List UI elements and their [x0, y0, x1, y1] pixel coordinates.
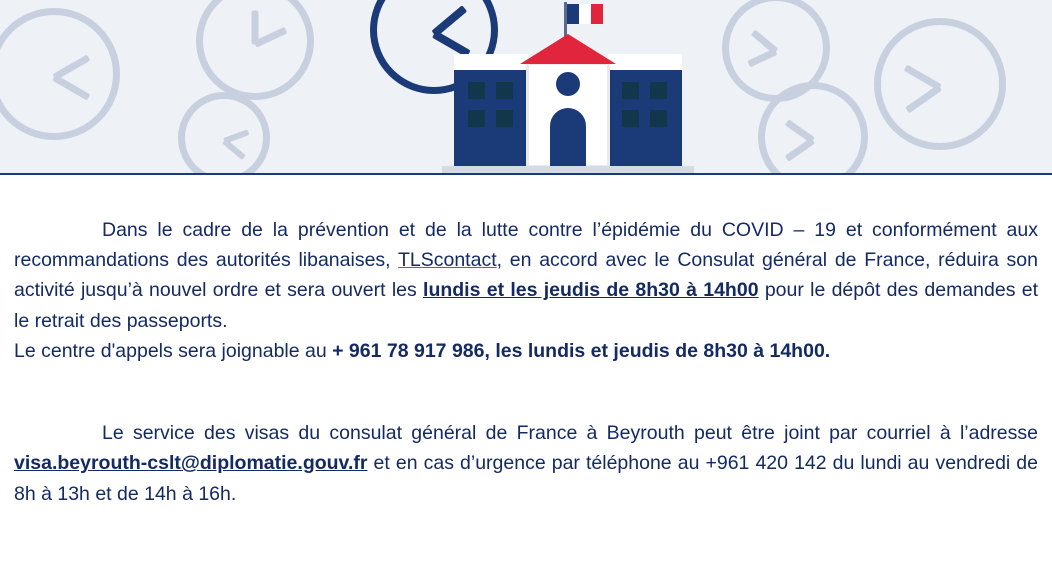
building-right-wing: [608, 54, 682, 168]
building-oculus: [556, 72, 580, 96]
clock-icon: [196, 0, 314, 100]
window: [622, 110, 639, 127]
window: [496, 82, 513, 99]
header-banner: [0, 0, 1052, 175]
window: [650, 110, 667, 127]
building-left-wing: [454, 54, 528, 168]
paragraph-covid-measures: [14, 215, 1038, 336]
building-door: [550, 108, 586, 168]
visa-email-link[interactable]: visa.beyrouth-cslt@diplomatie.gouv.fr: [14, 452, 368, 475]
p1-organization: TLScontact: [397, 249, 497, 272]
clock-icon: [0, 8, 120, 140]
p1-part2: , en accord avec le Consulat général de France, réduira son activité jusqu’à nouvel ordre et sera ouvert les: [14, 249, 1038, 302]
window: [650, 82, 667, 99]
window: [468, 82, 485, 99]
paragraph-visa-service: [14, 418, 1038, 509]
clock-hand: [905, 85, 942, 114]
p1-part1: Dans le cadre de la prévention et de la lutte contre l’épidémie du COVID – 19 et conformément aux recommandations des autorités libanaises,: [14, 219, 1038, 272]
p1-opening-hours: lundis et les jeudis de 8h30 à 14h00: [423, 279, 759, 302]
clock-hand: [252, 11, 259, 45]
banner-divider: [0, 173, 1052, 175]
p3-part2: et en cas d’urgence par téléphone au +961 420 142 du lundi au vendredi de 8h à 13h et de 14h à 16h.: [14, 452, 1038, 505]
p2-phone: + 961 78 917 986, les lundis et jeudis de 8h30 à 14h00.: [332, 339, 831, 362]
p1-part3: pour le dépôt des demandes et le retrait des passeports.: [14, 279, 1038, 332]
building-right-wing-top: [608, 54, 682, 70]
clock-icon: [758, 82, 868, 175]
paragraph-spacer: [14, 392, 1038, 418]
building-left-wing-top: [454, 54, 528, 70]
paragraph-spacer: [14, 366, 1038, 392]
consulate-building-illustration: [436, 0, 696, 175]
clock-hand: [254, 27, 288, 48]
clock-icon: [874, 18, 1006, 150]
building-roof: [520, 34, 616, 64]
window: [468, 110, 485, 127]
clock-hand: [785, 138, 815, 162]
window: [622, 82, 639, 99]
notice-body: [0, 175, 1052, 509]
p2-part1: Le centre d'appels sera joignable au: [14, 339, 333, 362]
clock-hand: [222, 139, 246, 160]
clock-icon: [178, 92, 270, 175]
window: [496, 110, 513, 127]
paragraph-call-center: [14, 336, 1038, 366]
french-flag-icon: [567, 4, 603, 24]
clock-hand: [52, 74, 90, 100]
clock-hand: [747, 48, 777, 67]
p3-part1: Le service des visas du consulat général de France à Beyrouth peut être joint par courriel à l’adresse: [102, 422, 1038, 445]
